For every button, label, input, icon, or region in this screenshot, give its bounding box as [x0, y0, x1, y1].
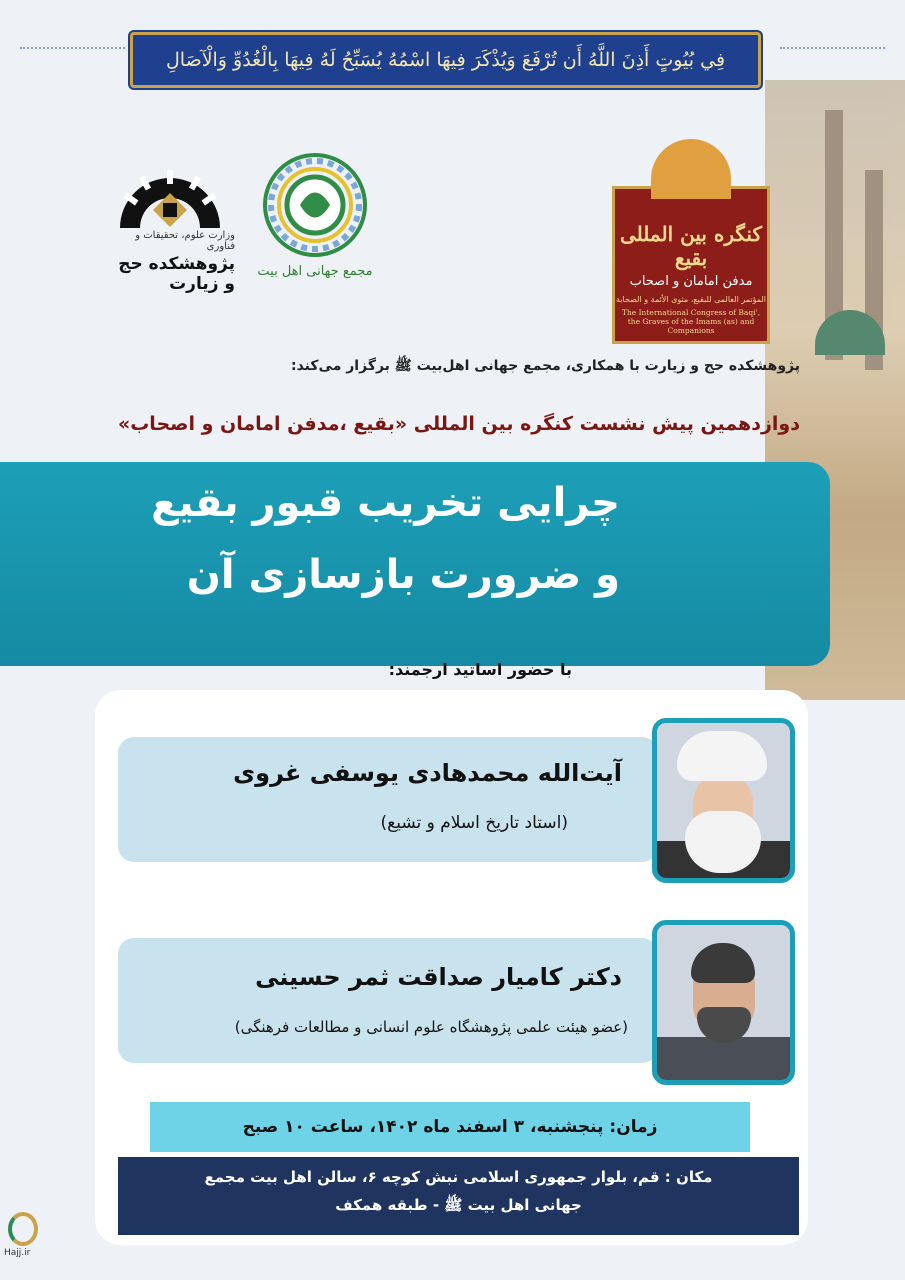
speaker-photo — [652, 920, 795, 1085]
banner-ornament-right — [780, 47, 885, 71]
quran-verse-banner — [130, 32, 761, 88]
congress-dome-icon — [651, 139, 731, 199]
turban-shape — [677, 731, 767, 781]
quran-verse: فِي بُيُوتٍ أَذِنَ اللَّهُ أَن تُرْفَعَ وَيُذْكَرَ فِيهَا اسْمُهُ يُسَبِّحُ لَهُ فِيهَا بِالْغُدُوِّ وَالْآصَالِ — [165, 49, 726, 71]
event-place-line2: جهانی اهل بیت ﷺ - طبقه همکف — [335, 1196, 582, 1214]
main-title-line1: چرایی تخریب قبور بقیع — [151, 480, 620, 526]
organizers-line: پژوهشکده حج و زیارت با همکاری، مجمع جهانی اهل‌بیت ﷺ برگزار می‌کند: — [291, 358, 800, 374]
hair-shape — [691, 943, 755, 983]
session-series: دوازدهمین پیش نشست کنگره بین المللی «بقیع ،مدفن امامان و اصحاب» — [117, 413, 800, 435]
congress-title: کنگره بین المللی بقیع — [620, 222, 762, 270]
masters-label: با حضور اساتید ارجمند: — [388, 660, 572, 679]
banner-ornament-left — [20, 47, 125, 71]
congress-arabic: المؤتمر العالمی للبقیع، مثوی الأئمة و الصحابة — [615, 295, 767, 304]
hajj-watermark — [4, 1212, 38, 1262]
hajj-logo-icon — [8, 1212, 38, 1246]
event-place-line1: مکان : قم، بلوار جمهوری اسلامی نبش کوچه ۶، سالن اهل بیت مجمع — [204, 1168, 713, 1186]
beard-shape — [685, 811, 761, 873]
research-institute-name: پژوهشکده حج و زیارت — [118, 254, 235, 294]
congress-subtitle: مدفن امامان و اصحاب — [629, 274, 753, 289]
world-assembly-name: مجمع جهانی اهل بیت — [257, 264, 373, 279]
speaker-card — [118, 938, 658, 1063]
hajj-research-emblem-icon — [110, 150, 230, 230]
main-title-line2: و ضرورت بازسازی آن — [186, 552, 620, 598]
event-place-box — [118, 1157, 799, 1235]
speaker-name: دکتر کامیار صداقت ثمر حسینی — [255, 963, 622, 991]
main-title-box — [0, 462, 830, 666]
watermark-text: Hajj.ir — [4, 1248, 31, 1258]
event-time-box — [150, 1102, 750, 1152]
world-assembly-logo — [250, 150, 380, 279]
speaker-card — [118, 737, 658, 862]
congress-english: The International Congress of Baqi', the Graves of the Imams (as) and Companions — [621, 308, 761, 335]
event-time: زمان: پنجشنبه، ۳ اسفند ماه ۱۴۰۲، ساعت ۱۰ صبح — [242, 1117, 658, 1137]
world-assembly-emblem-icon — [260, 150, 370, 260]
research-institute-logo — [105, 150, 235, 294]
baqi-congress-logo — [612, 186, 770, 344]
ministry-label: وزارت علوم، تحقیقات و فناوری — [135, 230, 235, 252]
speaker-name: آیت‌الله محمدهادی یوسفی غروی — [233, 759, 622, 787]
speaker-role: (عضو هیئت علمی پژوهشگاه علوم انسانی و مطالعات فرهنگی) — [234, 1018, 628, 1036]
suit-shape — [657, 1037, 790, 1085]
speaker-role: (استاد تاریخ اسلام و تشیع) — [380, 813, 568, 833]
speaker-photo — [652, 718, 795, 883]
